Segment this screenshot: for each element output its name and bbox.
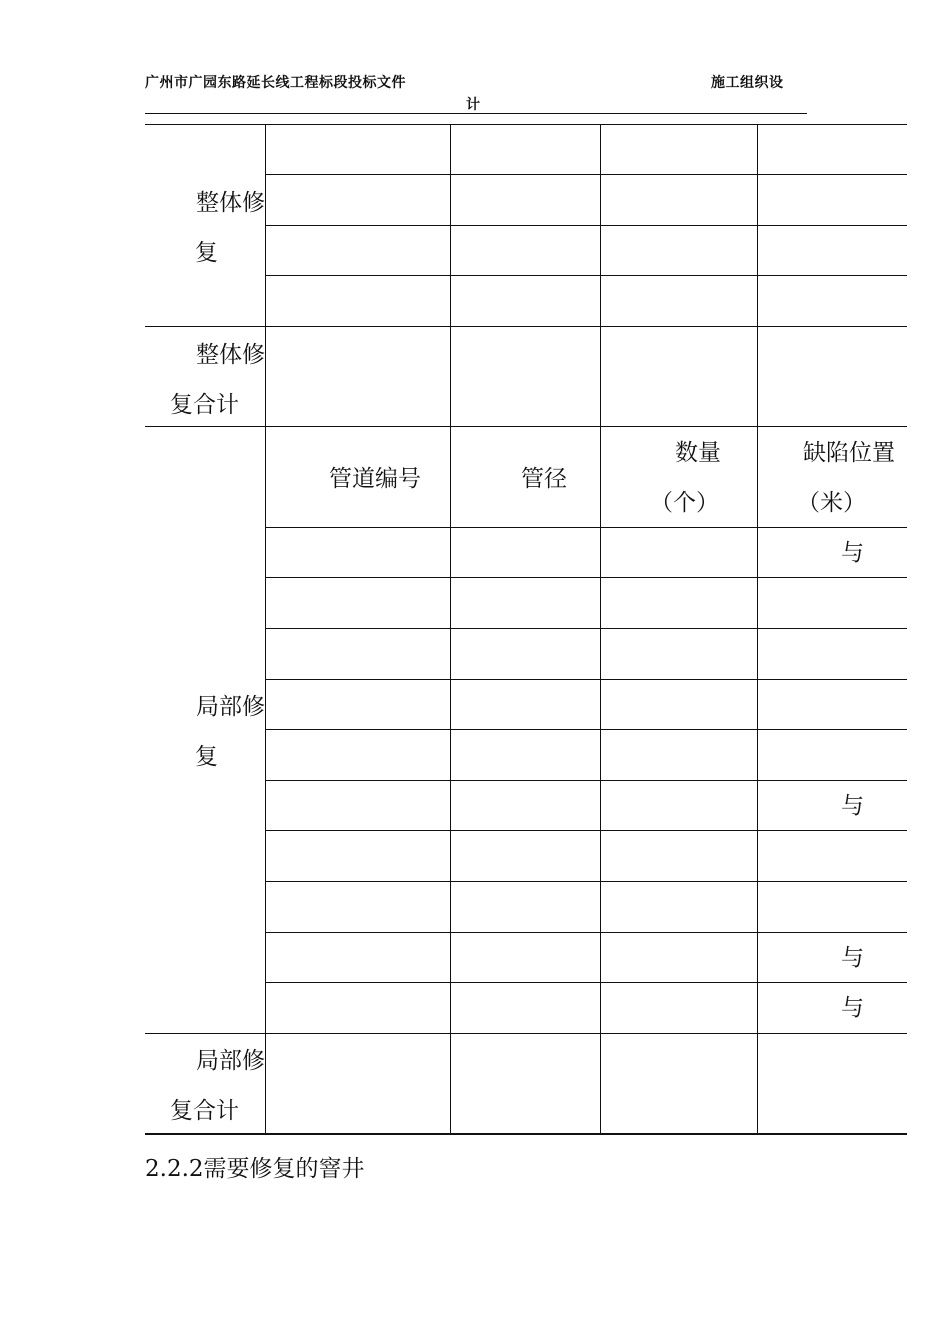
- col-header-defect-position: 缺陷位置: [803, 440, 895, 466]
- col-header-quantity-unit: （个）: [650, 490, 719, 516]
- table-rule: [265, 275, 907, 276]
- label-line: 复合计: [170, 1098, 239, 1124]
- table-rule: [265, 881, 907, 882]
- table-rule: [145, 124, 907, 125]
- document-title: 广州市广园东路延长线工程标段投标文件: [145, 75, 406, 91]
- table-rule: [145, 326, 907, 327]
- table-rule: [265, 577, 907, 578]
- defect-cell: 与: [841, 540, 864, 566]
- label-line: 复合计: [170, 392, 239, 418]
- table-rule: [265, 729, 907, 730]
- table-rule: [265, 628, 907, 629]
- label-line: 局部修: [196, 1048, 265, 1074]
- defect-cell: 与: [841, 793, 864, 819]
- table-rule: [145, 1033, 907, 1034]
- defect-cell: 与: [841, 945, 864, 971]
- table-rule: [757, 124, 758, 1134]
- partial-repair-label: [145, 682, 265, 782]
- table-rule: [265, 225, 907, 226]
- col-header-diameter: 管径: [521, 466, 567, 492]
- label-line: 复: [195, 744, 218, 770]
- table-rule: [600, 124, 601, 1134]
- table-rule: [265, 982, 907, 983]
- defect-cell: 与: [841, 995, 864, 1021]
- table-rule: [265, 679, 907, 680]
- label-line: 整体修: [196, 190, 265, 216]
- col-header-defect-unit: （米）: [797, 490, 866, 516]
- table-rule: [265, 932, 907, 933]
- table-rule: [265, 830, 907, 831]
- whole-repair-label: [145, 178, 265, 278]
- table-rule: [450, 124, 451, 1134]
- partial-repair-total-label: [145, 1036, 265, 1136]
- col-header-quantity: 数量: [675, 440, 721, 466]
- label-line: 局部修: [196, 694, 265, 720]
- table-rule: [265, 174, 907, 175]
- table-rule: [265, 780, 907, 781]
- col-header-pipe-no: 管道编号: [329, 466, 421, 492]
- section-title: 施工组织设: [711, 75, 784, 91]
- whole-repair-total-label: [145, 330, 265, 430]
- section-heading: 2.2.2需要修复的窨井: [145, 1156, 365, 1182]
- table-rule: [265, 124, 266, 1134]
- label-line: 复: [195, 240, 218, 266]
- label-line: 整体修: [196, 342, 265, 368]
- section-title-continued: 计: [466, 97, 480, 113]
